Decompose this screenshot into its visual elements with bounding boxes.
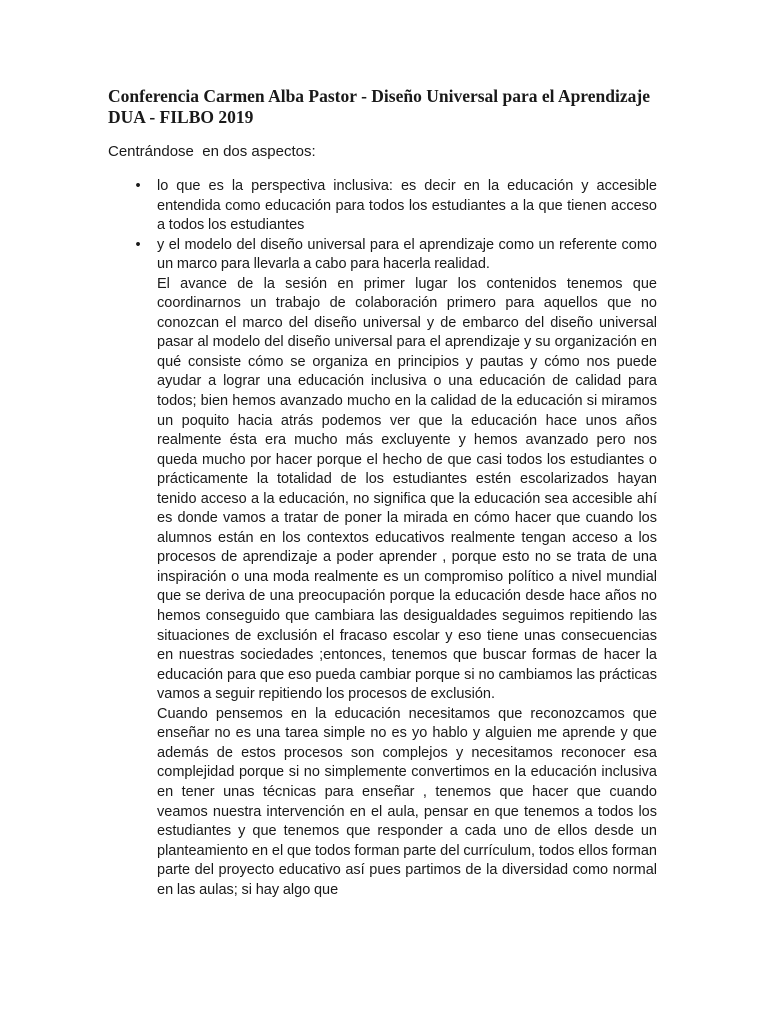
bullet-icon: • [135, 178, 141, 194]
bullet-item-1 [135, 177, 657, 236]
bullet-text: y el modelo del diseño universal para el aprendizaje como un referente como un marco para llevarla a cabo para hacerla realidad. [157, 236, 657, 273]
bullet-text: lo que es la perspectiva inclusiva: es decir en la educación y accesible entendida como educación para todos los estudiantes a la que tienen acceso a todos los estudiantes [157, 178, 657, 234]
bullet-icon: • [135, 236, 141, 253]
body-paragraph: El avance de la sesión en primer lugar los contenidos tenemos que coordinarnos un trabajo de colaboración primero para aquellos que no conozcan el marco del diseño universal y de embarco del diseño universal pasar al modelo del diseño universal para el aprendizaje y su organización en qué consiste cómo se organiza en principios y pautas y cómo nos puede ayudar a lograr una educación inclusiva o una educación de calidad para todos; bien hemos avanzado mucho en la calidad de la educación si miramos un poquito hacia atrás podemos ver que la educación hace unos años realmente ésta era mucho más excluyente y hemos avanzado pero nos queda mucho por hacer porque el hecho de que casi todos los estudiantes o prácticamente la totalidad de los estudiantes estén escolarizados hayan tenido acceso a la educación, no significa que la educación sea accesible ahí es donde vamos a tratar de poner la mirada en cómo hacer que cuando los alumnos están en los contextos educativos realmente tengan acceso a los procesos de aprendizaje a poder aprender , porque esto no se trata de una inspiración o una moda realmente es un compromiso político a nivel mundial que se deriva de una preocupación porque la educación desde hace años no hemos conseguido que cambiara las desigualdades seguimos repitiendo las situaciones de exclusión el fracaso escolar y eso tiene unas consecuencias en nuestras sociedades ;entonces, tenemos que buscar formas de hacer la educación para que eso pueda cambiar porque si no cambiamos las prácticas vamos a seguir repitiendo los procesos de exclusión. [157, 275, 657, 703]
document-title: Conferencia Carmen Alba Pastor - Diseño Universal para el Aprendizaje DUA - FILBO 2019 [108, 86, 650, 127]
intro-line: Centrándose en dos aspectos: [108, 143, 316, 160]
bullet-list [135, 177, 657, 900]
body-paragraph: Cuando pensemos en la educación necesitamos que reconozcamos que enseñar no es una tarea simple no es yo hablo y alguien me aprende y que además de estos procesos son complejos y necesitamos reconocer esa complejidad porque si no simplemente convertimos en la educación inclusiva en tener unas técnicas para enseñar , tenemos que hacer que cuando veamos nuestra intervención en el aula, pensar en que tenemos a todos los estudiantes y que tenemos que responder a cada uno de ellos desde un planteamiento en el que todos forman parte del currículum, todos ellos forman parte del proyecto educativo así pues partimos de la diversidad como normal en las aulas; si hay algo que [157, 705, 657, 898]
bullet-item-2 [135, 236, 657, 901]
